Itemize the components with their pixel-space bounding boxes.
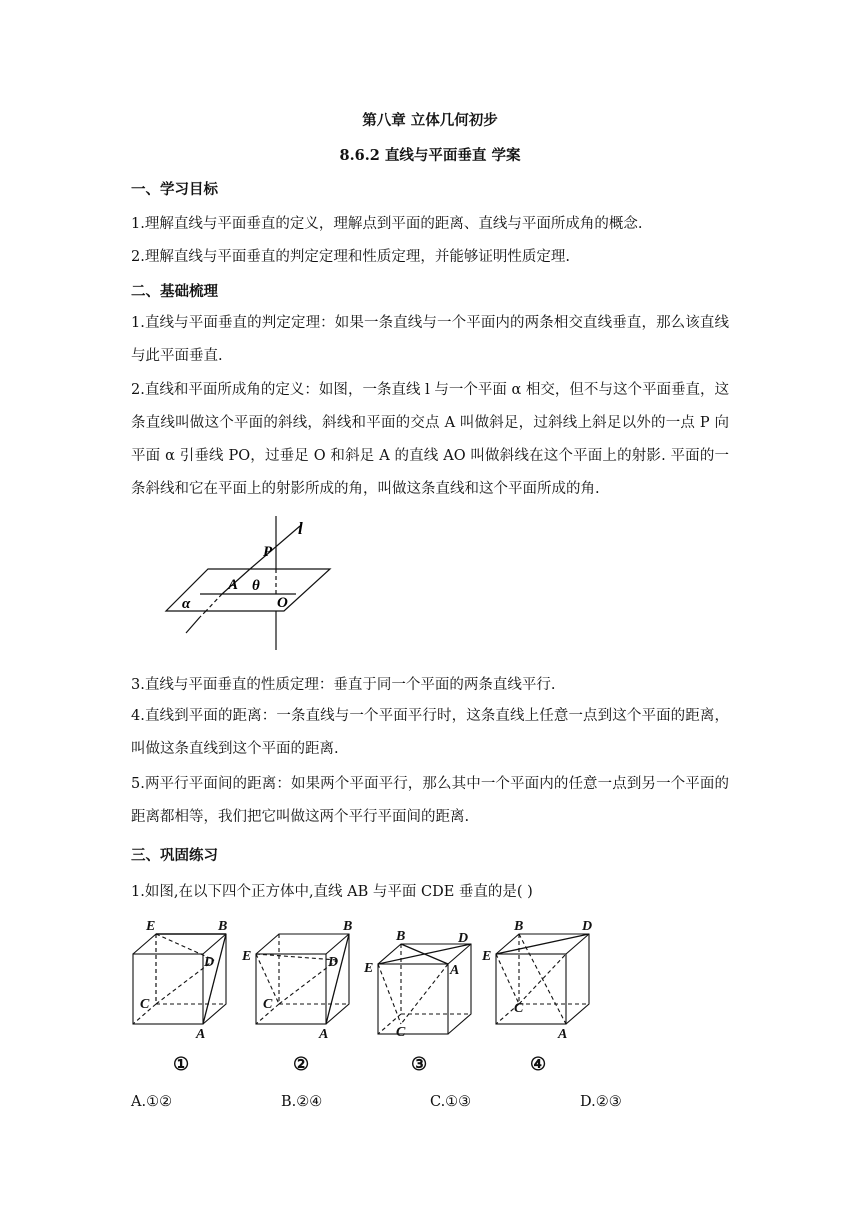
section-heading-practice: 三、巩固练习 [131,847,218,864]
cube4-label-A: A [558,1027,568,1042]
cube3-label-D: D [458,931,469,946]
cube1-label-C: C [140,997,150,1012]
cube1-label-E: E [146,919,156,934]
cube2-label-A: A [319,1027,329,1042]
cube4-label-C: C [514,1001,524,1016]
cube-3 [363,929,471,1074]
cube1-label-D: D [204,955,215,970]
cube4-label-E: E [482,949,492,964]
cube3-label-E: E [364,961,374,976]
cube2-label-D: D [328,955,339,970]
option-b[interactable]: B.②④ [281,1094,323,1110]
option-c[interactable]: C.①③ [430,1094,472,1110]
cube1-label-B: B [218,919,228,934]
cube-4 [481,919,592,1074]
cube4-number: ④ [530,1054,547,1074]
goal-1: 1.理解直线与平面垂直的定义，理解点到平面的距离、直线与平面所成角的概念. [131,216,643,232]
goal-2: 2.理解直线与平面垂直的判定定理和性质定理，并能够证明性质定理. [131,249,570,265]
label-P: P [263,544,273,560]
cube2-number: ② [293,1054,310,1074]
cube-1 [133,919,227,1074]
question-1: 1.如图,在以下四个正方体中,直线 AB 与平面 CDE 垂直的是( ) [131,884,533,900]
label-A: A [228,577,239,593]
line-plane-angle-figure [160,516,340,656]
definition-parallel-planes-distance: 5.两平行平面间的距离：如果两个平面平行，那么其中一个平面内的任意一点到另一个平面的距离都相等，我们把它叫做这两个平行平面间的距离. [131,776,729,825]
cube3-label-C: C [396,1025,406,1040]
cube1-number: ① [173,1054,190,1074]
theorem-perpendicular-criterion: 1.直线与平面垂直的判定定理：如果一条直线与一个平面内的两条相交直线垂直，那么该直线与此平面垂直. [131,315,729,364]
cube4-label-B: B [514,919,524,934]
theorem-perpendicular-property: 3.直线与平面垂直的性质定理：垂直于同一个平面的两条直线平行. [131,677,556,693]
cube-figures [118,912,738,1077]
cube3-number: ③ [411,1054,428,1074]
definition-angle-line-plane: 2.直线和平面所成角的定义：如图，一条直线 l 与一个平面 α 相交，但不与这个平面垂直，这条直线叫做这个平面的斜线，斜线和平面的交点 A 叫做斜足，过斜线上斜足以外的一点 P 向平面 α 引垂线 PO，过垂足 O 和斜足 A 的直线 AO 叫做斜线在这个平面上的射影. 平面的一条斜线和它在平面上的射影所成的角，叫做这条直线和这个平面所成的角. [131,382,729,497]
definition-line-plane-distance: 4.直线到平面的距离：一条直线与一个平面平行时，这条直线上任意一点到这个平面的距离，叫做这条直线到这个平面的距离. [131,708,729,757]
option-a[interactable]: A.①② [131,1094,173,1110]
section-heading-basics: 二、基础梳理 [131,283,218,300]
label-O: O [277,595,288,611]
cube3-label-A: A [450,963,460,978]
section-heading-goals: 一、学习目标 [131,181,218,198]
cube2-label-B: B [343,919,353,934]
option-d[interactable]: D.②③ [580,1094,622,1110]
cube3-label-B: B [396,929,406,944]
cube2-label-C: C [263,997,273,1012]
label-l: l [298,519,303,538]
cube1-label-A: A [196,1027,206,1042]
label-alpha: α [182,596,191,612]
cube2-label-E: E [242,949,252,964]
chapter-title: 第八章 立体几何初步 [362,112,498,129]
label-theta: θ [252,578,260,594]
cube4-label-D: D [582,919,593,934]
lesson-title: 8.6.2 直线与平面垂直 学案 [339,147,521,164]
cube-2 [241,919,352,1074]
